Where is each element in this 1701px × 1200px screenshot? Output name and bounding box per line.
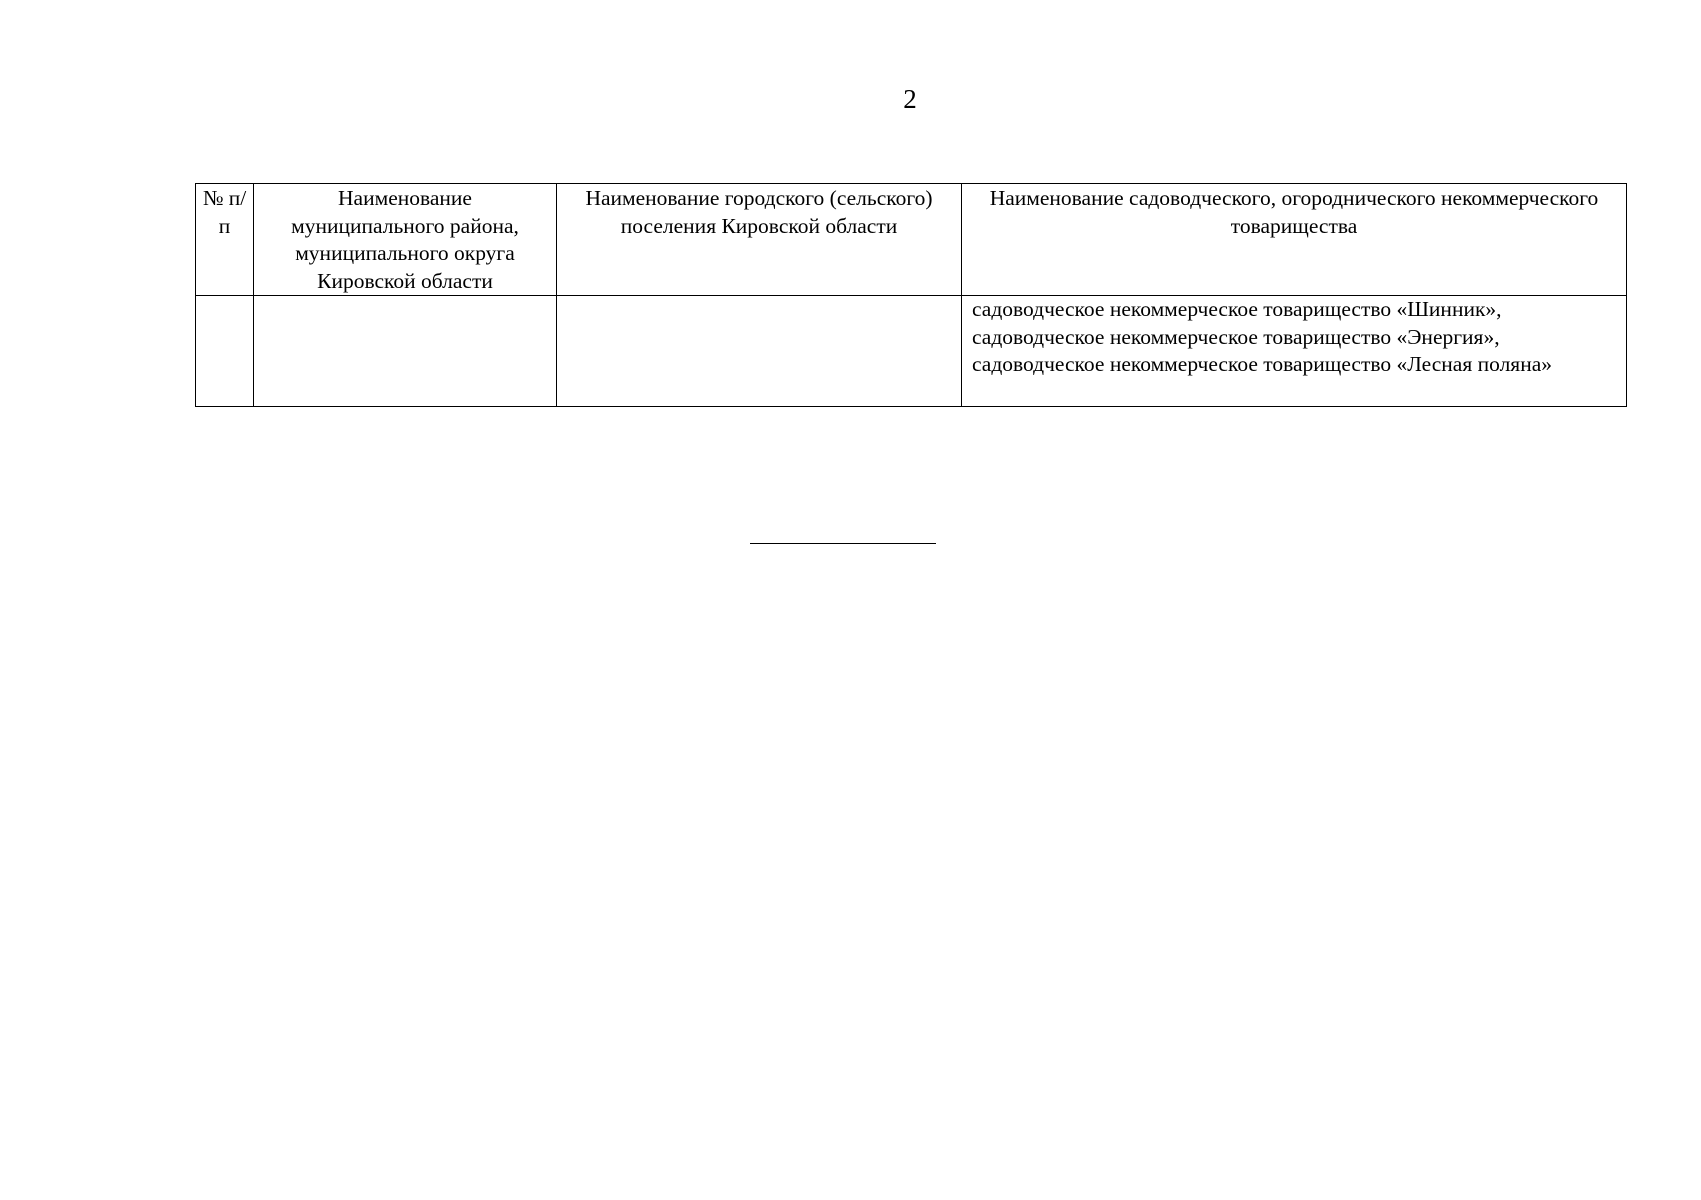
header-number: № п/п <box>196 184 254 296</box>
cell-settlement <box>557 296 962 407</box>
table-header <box>196 184 1627 296</box>
partnerships-table <box>195 183 1627 407</box>
header-district: Наименование муниципального района, муниципального округа Кировской области <box>254 184 557 296</box>
end-of-document-line <box>750 543 936 544</box>
table-body <box>196 296 1627 407</box>
table-header-row <box>196 184 1627 296</box>
header-settlement: Наименование городского (сельского) поселения Кировской области <box>557 184 962 296</box>
page-number: 2 <box>903 84 917 114</box>
cell-number <box>196 296 254 407</box>
cell-district <box>254 296 557 407</box>
table-row <box>196 296 1627 407</box>
header-partnership: Наименование садоводческого, огороднического некоммерческого товарищества <box>962 184 1627 296</box>
cell-partnerships: садоводческое некоммерческое товарищество «Шинник», садоводческое некоммерческое товарищество «Энергия», садоводческое некоммерческое товарищество «Лесная поляна» <box>962 296 1627 407</box>
